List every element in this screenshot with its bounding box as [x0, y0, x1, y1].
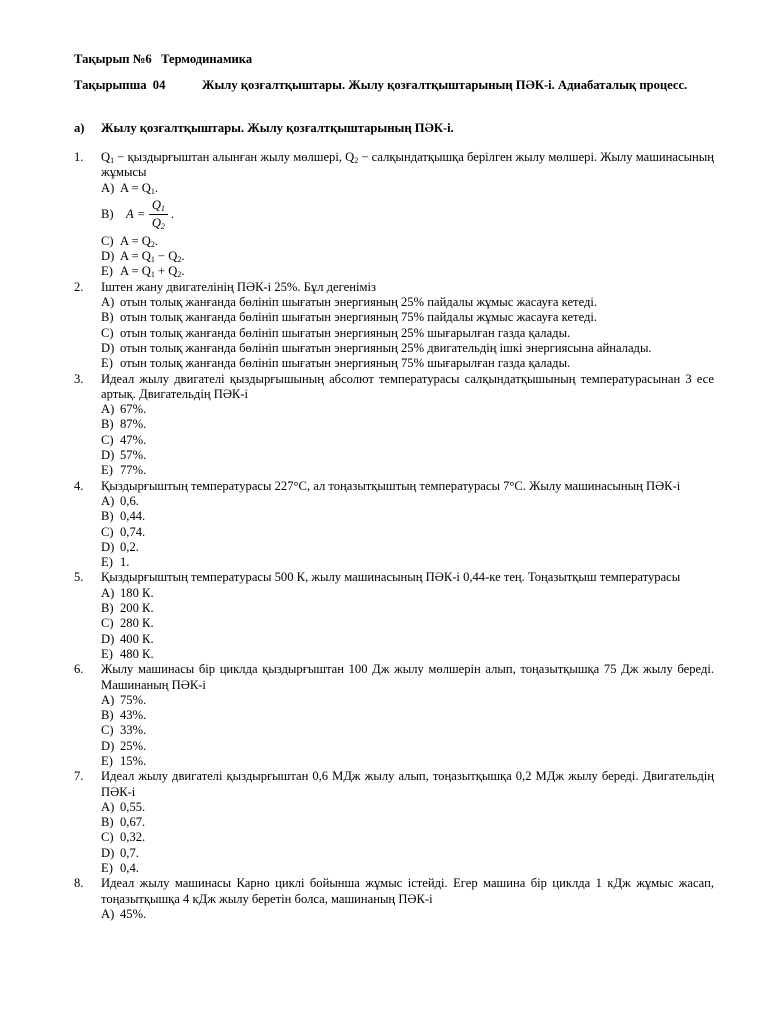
- option-text: $A = Q_1 + Q_2$.: [120, 264, 185, 280]
- option-label: B): [101, 310, 114, 325]
- option-label: A): [101, 585, 115, 600]
- option-text: 480 К.: [120, 646, 154, 661]
- option-label: E): [101, 463, 113, 478]
- option-a: [101, 693, 714, 708]
- option-a: [101, 494, 714, 509]
- option-label: E): [101, 861, 113, 876]
- option-label: D): [101, 539, 115, 554]
- section-label: a): [74, 121, 85, 135]
- option-label: D): [101, 249, 115, 264]
- option-a: [101, 181, 714, 196]
- question-text: Идеал жылу двигателі қыздырғышының абсолют температурасы салқындатқышының температурасынан 3 есе артық. Двигательдің ПӘК-і: [101, 371, 714, 401]
- option-label: C): [101, 830, 114, 845]
- option-b: [101, 601, 714, 616]
- option-label: A): [101, 493, 115, 508]
- option-label: B): [101, 509, 114, 524]
- question-number: 4.: [74, 478, 84, 493]
- option-label: D): [101, 448, 115, 463]
- option-text: 0,74.: [120, 524, 146, 539]
- option-label: B): [101, 708, 114, 723]
- option-text: 77%.: [120, 463, 147, 478]
- option-label: D): [101, 845, 115, 860]
- option-text: 280 К.: [120, 616, 154, 631]
- option-label: C): [101, 432, 114, 447]
- option-e: [101, 356, 714, 371]
- option-e: [101, 647, 714, 662]
- option-label: B): [101, 601, 114, 616]
- question-text: Идеал жылу двигателі қыздырғыштан 0,6 МДж жылу алып, тоңазытқышқа 0,2 МДж жылу береді. Двигательдің ПӘК-і: [101, 769, 714, 799]
- remaining-questions: [74, 280, 714, 922]
- option-d: [101, 341, 714, 356]
- question-number: 5.: [74, 570, 84, 585]
- option-text: 45%.: [120, 906, 147, 921]
- option-text: 0,2.: [120, 539, 139, 554]
- option-label: A): [101, 402, 115, 417]
- option-a: [101, 402, 714, 417]
- question-number: 1.: [74, 150, 84, 164]
- option-text: 57%.: [120, 448, 147, 463]
- option-label: A): [101, 180, 115, 195]
- option-c: [101, 433, 714, 448]
- option-label: D): [101, 340, 115, 355]
- option-label: E): [101, 753, 113, 768]
- question-8: [74, 876, 714, 922]
- option-label: B): [101, 207, 114, 222]
- option-text: 0,4.: [120, 861, 139, 876]
- section-heading: [74, 121, 454, 136]
- option-label: E): [101, 264, 113, 279]
- option-text: $A = Q_1$.: [120, 180, 159, 196]
- option-label: A): [101, 295, 115, 310]
- question-number: 2.: [74, 279, 84, 294]
- option-label: A): [101, 906, 115, 921]
- option-text: отын толық жанғанда бөлініп шығатын энергияның 75% шығарылған газда қалады.: [120, 356, 571, 371]
- option-c: [101, 830, 714, 845]
- option-text: 0,7.: [120, 845, 139, 860]
- question-4: [74, 479, 714, 571]
- option-b: [101, 310, 714, 325]
- option-text: 0,32.: [120, 830, 146, 845]
- option-text: $A = Q_2$.: [120, 233, 159, 249]
- option-b: [101, 815, 714, 830]
- option-text: отын толық жанғанда бөлініп шығатын энергияның 25% пайдалы жұмыс жасауға кетеді.: [120, 295, 598, 310]
- question-3: [74, 372, 714, 479]
- question-7: [74, 769, 714, 876]
- option-c: [101, 234, 714, 249]
- option-c: [101, 723, 714, 738]
- question-1: [74, 150, 714, 280]
- option-label: C): [101, 616, 114, 631]
- option-d: [101, 249, 714, 264]
- option-text: 15%.: [120, 753, 147, 768]
- option-label: C): [101, 524, 114, 539]
- option-e: [101, 861, 714, 876]
- option-text: 33%.: [120, 723, 147, 738]
- option-text: 0,6.: [120, 493, 139, 508]
- option-text: 200 К.: [120, 601, 154, 616]
- question-text: Іштен жану двигателінің ПӘК-і 25%. Бұл дегеніміз: [101, 279, 376, 294]
- option-d: [101, 448, 714, 463]
- subtopic-label: Тақырыпша 04: [74, 78, 166, 92]
- option-d: [101, 739, 714, 754]
- option-e: [101, 264, 714, 279]
- option-b: B) A = $\frac{Q_1}{Q_2}$ .: [101, 198, 175, 232]
- option-text: 0,44.: [120, 509, 146, 524]
- option-e: [101, 463, 714, 478]
- option-label: E): [101, 646, 113, 661]
- option-text: 400 К.: [120, 631, 154, 646]
- option-e: [101, 555, 714, 570]
- question-2: [74, 280, 714, 372]
- option-a: [101, 295, 714, 310]
- question-text: Жылу машинасы бір циклда қыздырғыштан 100 Дж жылу мөлшерін алып, тоңазытқышқа 75 Дж жылу береді. Машинаның ПӘК-і: [101, 662, 714, 692]
- option-label: E): [101, 356, 113, 371]
- option-text: 75%.: [120, 692, 147, 707]
- option-b: [101, 708, 714, 723]
- option-a: [101, 586, 714, 601]
- option-text: $A = Q_1 - Q_2$.: [120, 249, 185, 265]
- option-e: [101, 754, 714, 769]
- option-text: отын толық жанғанда бөлініп шығатын энергияның 25% двигательдің ішкі энергиясына айналады.: [120, 340, 652, 355]
- option-label: E): [101, 555, 113, 570]
- option-d: [101, 632, 714, 647]
- option-a: [101, 800, 714, 815]
- option-text: 1.: [120, 555, 130, 570]
- option-label: A): [101, 799, 115, 814]
- subtopic-heading: [74, 78, 714, 93]
- option-text: 43%.: [120, 708, 147, 723]
- option-label: B): [101, 417, 114, 432]
- option-text: отын толық жанғанда бөлініп шығатын энергияның 25% шығарылған газда қалады.: [120, 325, 571, 340]
- option-label: D): [101, 631, 115, 646]
- option-text: 0,55.: [120, 799, 146, 814]
- question-number: 6.: [74, 662, 84, 677]
- option-b: [101, 417, 714, 432]
- option-label: D): [101, 738, 115, 753]
- option-text: 67%.: [120, 402, 147, 417]
- option-text: 47%.: [120, 432, 147, 447]
- question-text: Қыздырғыштың температурасы 227°С, ал тоңазытқыштың температурасы 7°С. Жылу машинасының ПӘК-і: [101, 478, 681, 493]
- option-text: отын толық жанғанда бөлініп шығатын энергияның 75% пайдалы жұмыс жасауға кетеді.: [120, 310, 598, 325]
- option-label: C): [101, 233, 114, 248]
- option-a: [101, 907, 714, 922]
- option-text: 87%.: [120, 417, 147, 432]
- option-b: [101, 509, 714, 524]
- option-label: C): [101, 723, 114, 738]
- formula-fraction: A = $\frac{Q_1}{Q_2}$: [126, 197, 168, 232]
- option-c: [101, 525, 714, 540]
- question-5: [74, 570, 714, 662]
- option-label: A): [101, 692, 115, 707]
- option-c: [101, 326, 714, 341]
- question-number: 7.: [74, 769, 84, 784]
- question-number: 3.: [74, 371, 84, 386]
- question-text: Қыздырғыштың температурасы 500 К, жылу машинасының ПӘК-і 0,44-ке тең. Тоңазытқыш температурасы: [101, 570, 681, 585]
- option-text: 180 К.: [120, 585, 154, 600]
- option-d: [101, 846, 714, 861]
- section-text: Жылу қозғалтқыштары. Жылу қозғалтқыштарының ПӘК-і.: [101, 121, 454, 135]
- option-text: 0,67.: [120, 815, 146, 830]
- topic-title: Тақырып №6 Термодинамика: [74, 52, 253, 66]
- option-text: 25%.: [120, 738, 147, 753]
- question-text: $Q_1$ − қыздырғыштан алынған жылу мөлшері, $Q_2$ − салқындатқышқа берілген жылу мөлшері. Жылу машинасының жұмысы: [101, 150, 714, 180]
- option-label: B): [101, 815, 114, 830]
- question-number: 8.: [74, 876, 84, 891]
- option-c: [101, 616, 714, 631]
- question-text: Идеал жылу машинасы Карно циклі бойынша жұмыс істейді. Егер машина бір циклда 1 кДж жұмыс жасап, тоңазытқышқа 4 кДж жылу беретін болса, машинаның ПӘК-і: [101, 876, 714, 906]
- option-label: C): [101, 325, 114, 340]
- question-6: [74, 662, 714, 769]
- option-d: [101, 540, 714, 555]
- subtopic-text: Жылу қозғалтқыштары. Жылу қозғалтқыштарының ПӘК-і. Адиабаталық процесс.: [202, 78, 688, 92]
- question-list: [74, 150, 714, 922]
